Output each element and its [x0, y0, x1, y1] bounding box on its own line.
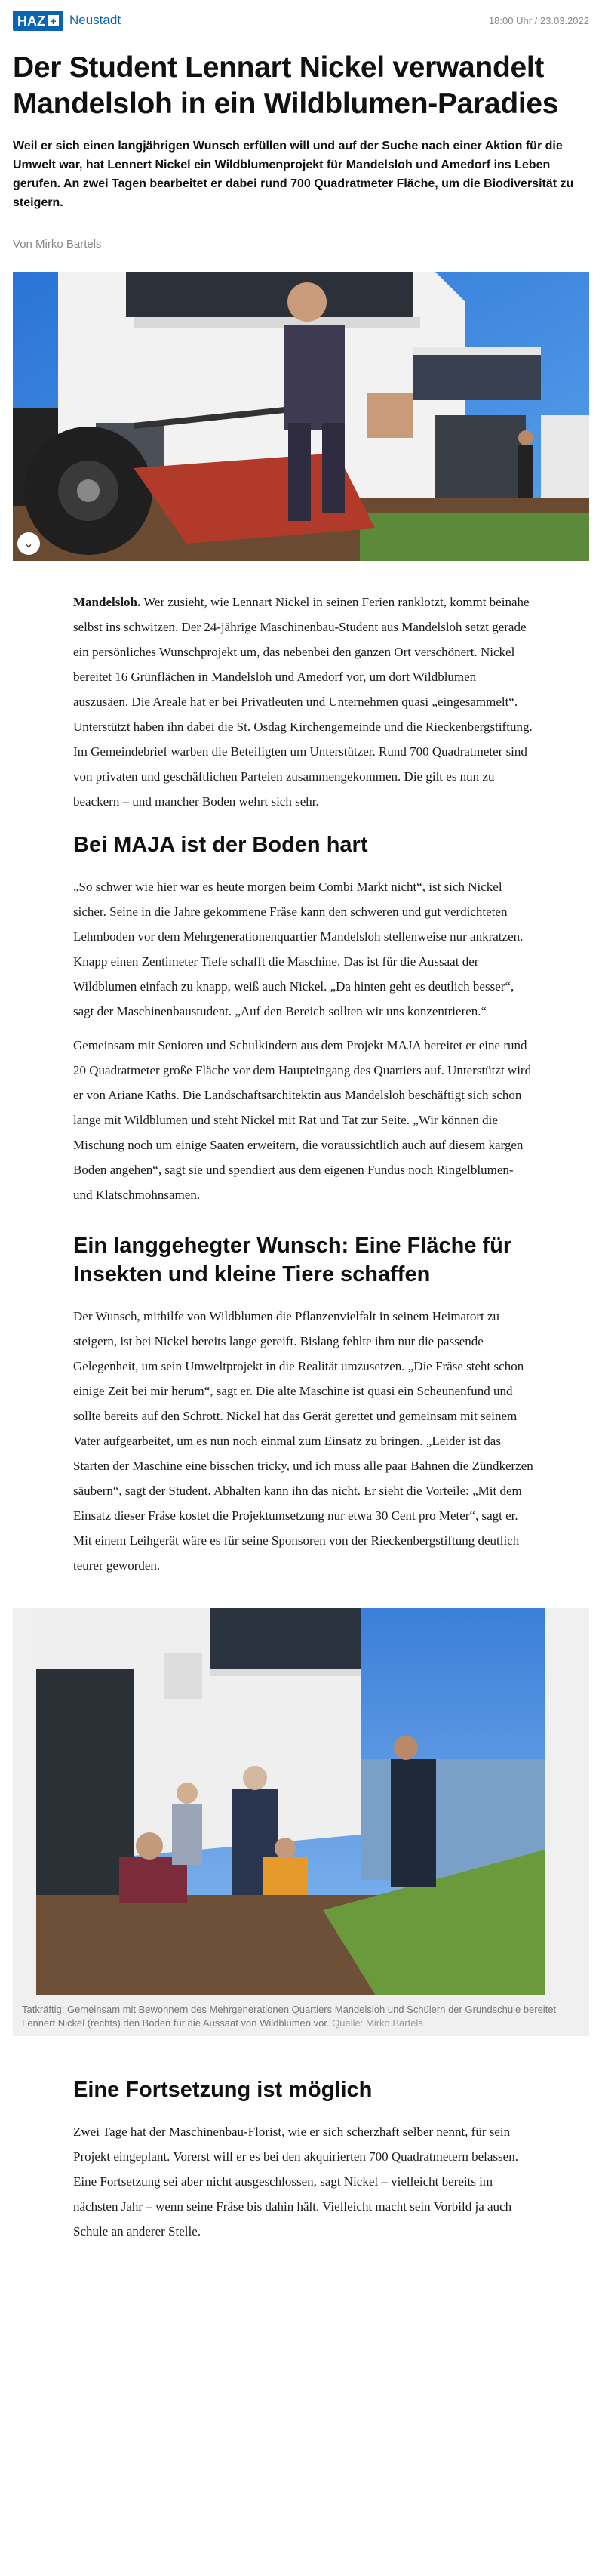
subheading: Ein langgehegter Wunsch: Eine Fläche für Insekten und kleine Tiere schaffen [73, 1234, 512, 1286]
figure-photo [36, 1608, 545, 1995]
caption-text: Tatkräftig: Gemeinsam mit Bewohnern des Mehrgenerationen Quartiers Mandelsloh und Schülern der Grundschule bereitet Lennert Nickel (rechts) den Boden für die Aussaat von Wildblumen vor. [22, 2004, 557, 2029]
article-figure [13, 1608, 589, 2036]
publish-date: 23.03.2022 [539, 14, 589, 26]
hero-image[interactable] [13, 272, 589, 561]
figure-caption [13, 1995, 589, 2030]
paragraph-text: Wer zusieht, wie Lennart Nickel in seinen Ferien ranklotzt, kommt beinahe selbst ins schwitzen. Der 24-jährige Maschinenbau-Student aus Mandelsloh setzt gerade ein persönliches Wunschprojekt um, das nebenbei den ganzen Ort verschönert. Nickel bereitet 16 Grünflächen in Mandelsloh und Amedorf vor, um dort Wildblumen auszusäen. Die Areale hat er bei Privatleuten und Unternehmen quasi „eingesammelt“. Unterstützt haben ihn dabei die St. Osdag Kirchengemeinde und die Rieckenbergstiftung. Im Gemeindebrief warben die Beteiligten um Unterstützer. Rund 700 Quadratmeter sind von privaten und geschäftlichen Parteien zusammengekommen. Die gilt es nun zu beackern – und mancher Boden wehrt sich sehr. [73, 595, 533, 809]
figure-image[interactable] [36, 1608, 566, 1995]
article-body-continued [0, 2036, 534, 2244]
haz-logo[interactable] [13, 11, 63, 31]
caption-source: Quelle: Mirko Bartels [332, 2017, 423, 2029]
article-lead: Weil er sich einen langjährigen Wunsch erfüllen will und auf der Suche nach einer Aktion für die Umwelt war, hat Lennert Nickel ein Wildblumenprojekt für Mandelsloh und Amedorf ins Leben gerufen. An zwei Tagen bearbeitet er dabei rund 700 Quadratmeter Fläche, um die Biodiversität zu steigern. [13, 140, 574, 209]
paragraph: Gemeinsam mit Senioren und Schulkindern aus dem Projekt MAJA bereitet er eine rund 20 Quadratmeter große Fläche vor dem Haupteingang des Quartiers auf. Unterstützt wird er von Ariane Kaths. Die Landschaftsarchitektin aus Mandelsloh beschäftigt sich schon lange mit Wildblumen und steht Nickel mit Rat und Tat zur Seite. „Wir können die Mischung noch um einige Saaten erweitern, die voraussichtlich auch auf diesem kargen Boden angehen“, sagt sie und spendiert aus dem eigenen Fundus noch Ringelblumen- und Klatschmohnsamen. [73, 1038, 532, 1202]
subheading: Bei MAJA ist der Boden hart [73, 833, 368, 857]
chevron-down-icon: ⌄ [23, 538, 34, 550]
publish-meta [489, 15, 589, 26]
paragraph: Zwei Tage hat der Maschinenbau-Florist, wie er sich scherzhaft selber nennt, für sein Projekt eingeplant. Vorerst will er es bei den akquirierten 700 Quadratmetern belassen. Eine Fortsetzung sei aber nicht ausgeschlossen, sagt Nickel – vielleicht bereits im nächsten Jahr – wenn seine Fräse bis dahin hält. Vielleicht macht sein Vorbild ja auch Schule an anderer Stelle. [73, 2125, 518, 2239]
brand [13, 11, 121, 31]
expand-button[interactable] [17, 532, 40, 555]
logo-text: HAZ [17, 13, 45, 29]
article-title: Der Student Lennart Nickel verwandelt Mandelsloh in ein Wildblumen-Paradies [13, 51, 559, 120]
meta-separator: / [534, 14, 538, 26]
paragraph: „So schwer wie hier war es heute morgen beim Combi Markt nicht“, ist sich Nickel sicher. Seine in die Jahre gekommene Fräse kann den schweren und gut verdichteten Lehmboden vor dem Mehrgenerationenquartier Mandelsloh stellenweise nur ankratzen. Knapp einen Zentimeter Tiefe schafft die Maschine. Das ist für die Aussaat der Wildblumen einfach zu knapp, weiß auch Nickel. „Da hinten geht es deutlich besser“, sagt der Maschinenbaustudent. „Auf den Bereich sollten wir uns konzentrieren.“ [73, 880, 524, 1018]
subheading: Eine Fortsetzung ist möglich [73, 2078, 373, 2102]
article-author: Von Mirko Bartels [13, 238, 102, 251]
paragraph [73, 590, 534, 814]
dateline: Mandelsloh. [73, 595, 141, 609]
hero-photo [13, 272, 589, 561]
top-bar [0, 0, 602, 41]
section-link[interactable]: Neustadt [69, 13, 121, 27]
paragraph: Der Wunsch, mithilfe von Wildblumen die Pflanzenvielfalt in seinem Heimatort zu steigern, ist bei Nickel bereits lange gereift. Bislang fehlte ihm nur die passende Gelegenheit, um sein Umweltprojekt in die Realität umzusetzen. „Die Fräse steht schon einige Zeit bei mir herum“, sagt er. Die alte Maschine ist quasi ein Scheunenfund und sollte bereits auf den Schrott. Nickel hat das Gerät gerettet und gemeinsam mit seinem Vater aufgearbeitet, um es nun noch einmal zum Einsatz zu bringen. „Leider ist das Starten der Maschine eine bisschen tricky, und ich muss alle paar Bahnen die Zündkerzen säubern“, sagt der Student. Abhalten kann ihn das nicht. Er sieht die Vorteile: „Mit dem Einsatz dieser Fräse kostet die Projektumsetzung nur etwa 30 Cent pro Meter“, sagt er. Mit einem Leihgerät wäre es für seine Sponsoren von der Rieckenbergstiftung deutlich teurer geworden. [73, 1309, 533, 1573]
plus-icon: + [48, 15, 59, 26]
article-body [0, 561, 534, 1578]
publish-time: 18:00 Uhr [488, 14, 533, 26]
